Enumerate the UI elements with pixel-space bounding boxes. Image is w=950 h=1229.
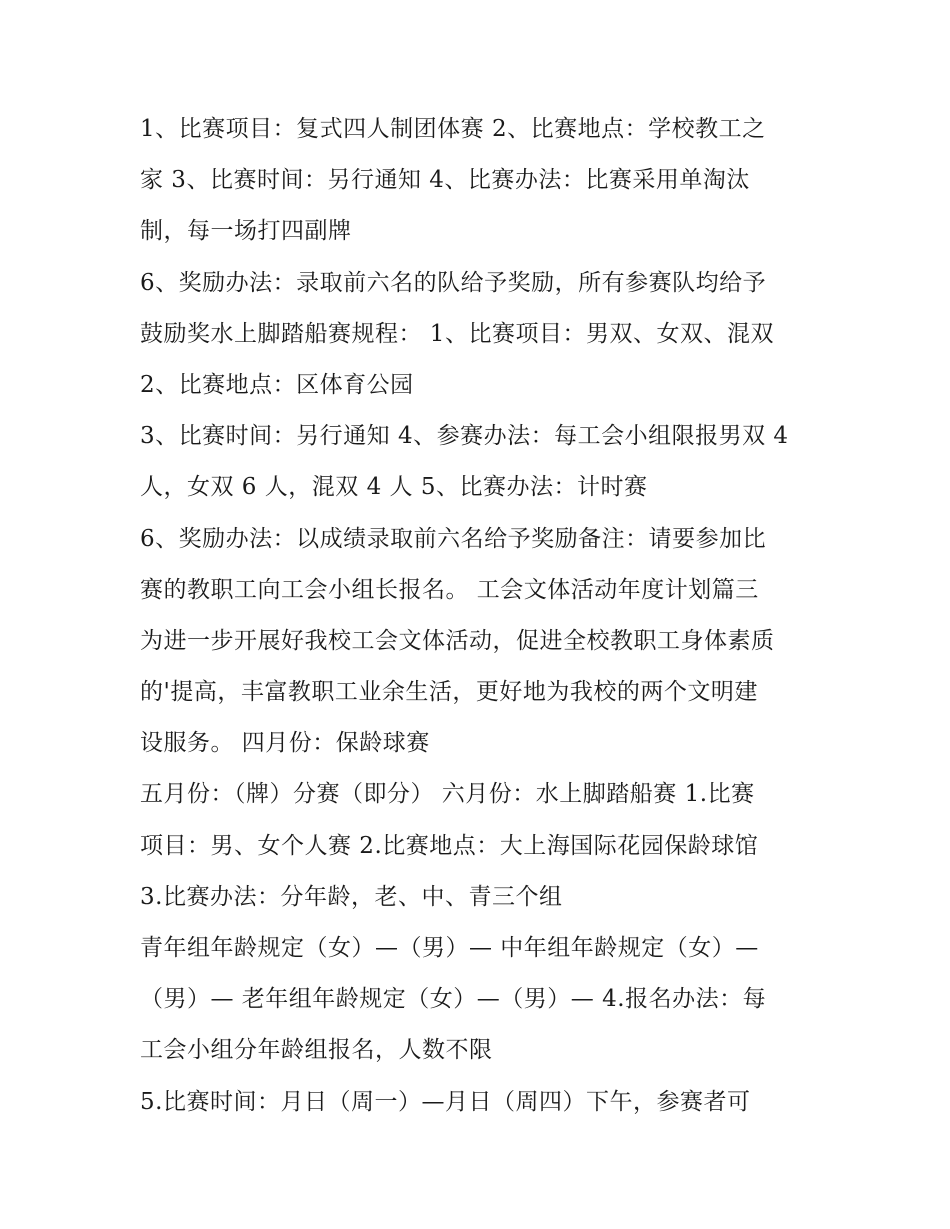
document-body <box>140 104 830 1128</box>
text-line: 设服务。 四月份：保龄球赛 <box>140 730 430 757</box>
text-line: 五月份：（牌）分赛（即分） 六月份：水上脚踏船赛 1.比赛 <box>140 781 755 808</box>
text-line: （男）— 老年组年龄规定（女）—（男）— 4.报名办法：每 <box>140 986 767 1013</box>
text-line: 制，每一场打四副牌 <box>140 218 352 245</box>
text-line: 3、比赛时间：另行通知 4、参赛办法：每工会小组限报男双 4 <box>140 423 789 450</box>
text-line: 1、比赛项目：复式四人制团体赛 2、比赛地点：学校教工之 <box>140 116 766 142</box>
text-line: 的'提高，丰富教职工业余生活，更好地为我校的两个文明建 <box>140 679 758 706</box>
text-line: 赛的教职工向工会小组长报名。 工会文体活动年度计划篇三 <box>140 576 759 603</box>
text-line: 工会小组分年龄组报名，人数不限 <box>140 1037 493 1064</box>
text-line: 人，女双 6 人，混双 4 人 5、比赛办法：计时赛 <box>140 474 648 501</box>
text-line: 3.比赛办法：分年龄，老、中、青三个组 <box>140 883 563 910</box>
text-line: 2、比赛地点：区体育公园 <box>140 371 414 398</box>
text-line: 家 3、比赛时间：另行通知 4、比赛办法：比赛采用单淘汰 <box>140 167 750 194</box>
text-line: 6、奖励办法：以成绩录取前六名给予奖励备注：请要参加比 <box>140 525 767 552</box>
text-line: 为进一步开展好我校工会文体活动，促进全校教职工身体素质 <box>140 627 775 654</box>
text-line: 5.比赛时间：月日（周一）—月日（周四）下午，参赛者可 <box>140 1088 751 1115</box>
text-line: 青年组年龄规定（女）—（男）— 中年组年龄规定（女）— <box>140 935 759 961</box>
text-line: 鼓励奖水上脚踏船赛规程： 1、比赛项目：男双、女双、混双 <box>140 320 774 347</box>
text-line: 项目：男、女个人赛 2.比赛地点：大上海国际花园保龄球馆 <box>140 832 759 859</box>
text-line: 6、奖励办法：录取前六名的队给予奖励，所有参赛队均给予 <box>140 269 767 296</box>
